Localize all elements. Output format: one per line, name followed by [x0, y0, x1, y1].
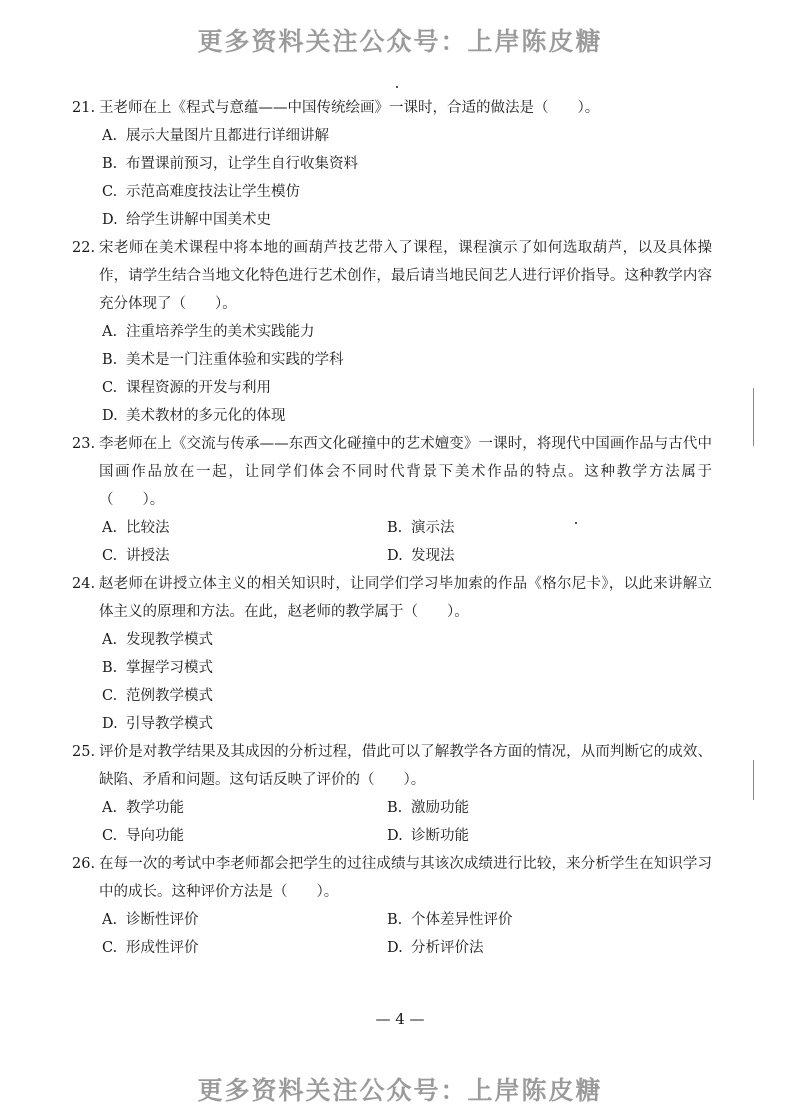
question-text: 宋老师在美术课程中将本地的画葫芦技艺带入了课程，课程演示了如何选取葫芦，以及具体操作，请学生结合当地文化特色进行艺术创作，最后请当地民间艺人进行评价指导。这种教学内容充分体现了（ ）。 — [99, 240, 712, 312]
question-text: 李老师在上《交流与传承——东西文化碰撞中的艺术嬗变》一课时，将现代中国画作品与古代中国画作品放在一起，让同学们体会不同时代背景下美术作品的特点。这种教学方法属于（ ）。 — [99, 436, 712, 508]
option-c: C. 范例教学模式 — [102, 688, 213, 704]
watermark-banner-bottom: 更多资料关注公众号：上岸陈皮糖 — [197, 1076, 603, 1105]
question-25 — [72, 738, 712, 850]
option-list — [72, 794, 712, 850]
option-b: B. 演示法 — [387, 520, 455, 536]
question-text: 评价是对教学结果及其成因的分析过程，借此可以了解教学各方面的情况，从而判断它的成效、缺陷、矛盾和问题。这句话反映了评价的（ ）。 — [99, 744, 712, 788]
question-stem — [72, 850, 712, 906]
question-number: 24. — [72, 576, 96, 592]
option-list — [72, 626, 712, 738]
option-a: A. 注重培养学生的美术实践能力 — [102, 324, 315, 340]
scan-artifact-line — [753, 388, 754, 446]
option-a: A. 教学功能 — [102, 800, 184, 816]
question-stem — [72, 570, 712, 626]
question-stem — [72, 234, 712, 318]
question-number: 23. — [72, 436, 96, 452]
scan-artifact-dot — [396, 86, 398, 88]
option-a: A. 展示大量图片且都进行详细讲解 — [102, 128, 329, 144]
option-d: D. 分析评价法 — [387, 940, 484, 956]
question-22 — [72, 234, 712, 430]
option-list — [72, 906, 712, 962]
question-list — [72, 94, 712, 962]
scan-artifact-dot — [575, 522, 577, 524]
option-list — [72, 318, 712, 430]
option-d: D. 美术教材的多元化的体现 — [102, 408, 286, 424]
question-23 — [72, 430, 712, 570]
watermark-banner-top: 更多资料关注公众号：上岸陈皮糖 — [197, 27, 603, 56]
option-b: B. 美术是一门注重体验和实践的学科 — [102, 352, 344, 368]
question-text: 在每一次的考试中李老师都会把学生的过往成绩与其该次成绩进行比较，来分析学生在知识学习中的成长。这种评价方法是（ ）。 — [99, 856, 712, 900]
option-list — [72, 514, 712, 570]
question-26 — [72, 850, 712, 962]
question-21 — [72, 94, 712, 234]
option-c: C. 形成性评价 — [102, 940, 199, 956]
option-b: B. 激励功能 — [387, 800, 469, 816]
option-b: B. 个体差异性评价 — [387, 912, 513, 928]
question-24 — [72, 570, 712, 738]
option-d: D. 发现法 — [387, 548, 455, 564]
option-d: D. 给学生讲解中国美术史 — [102, 212, 271, 228]
question-stem — [72, 430, 712, 514]
option-d: D. 引导教学模式 — [102, 716, 213, 732]
option-c: C. 讲授法 — [102, 548, 170, 564]
option-c: C. 课程资源的开发与利用 — [102, 380, 271, 396]
question-stem — [72, 738, 712, 794]
option-c: C. 示范高难度技法让学生模仿 — [102, 184, 300, 200]
question-number: 22. — [72, 240, 96, 256]
question-stem — [72, 94, 712, 122]
question-number: 26. — [72, 856, 96, 872]
question-text: 王老师在上《程式与意蕴——中国传统绘画》一课时，合适的做法是（ ）。 — [99, 100, 600, 116]
scan-artifact-line — [753, 760, 754, 800]
option-a: A. 诊断性评价 — [102, 912, 199, 928]
question-number: 25. — [72, 744, 96, 760]
page-number: — 4 — — [375, 1010, 425, 1028]
option-b: B. 掌握学习模式 — [102, 660, 213, 676]
option-d: D. 诊断功能 — [387, 828, 469, 844]
option-c: C. 导向功能 — [102, 828, 184, 844]
question-text: 赵老师在讲授立体主义的相关知识时，让同学们学习毕加索的作品《格尔尼卡》，以此来讲解立体主义的原理和方法。在此，赵老师的教学属于（ ）。 — [99, 576, 712, 620]
option-a: A. 发现教学模式 — [102, 632, 213, 648]
option-a: A. 比较法 — [102, 520, 170, 536]
question-number: 21. — [72, 100, 96, 116]
option-list — [72, 122, 712, 234]
option-b: B. 布置课前预习，让学生自行收集资料 — [102, 156, 358, 172]
